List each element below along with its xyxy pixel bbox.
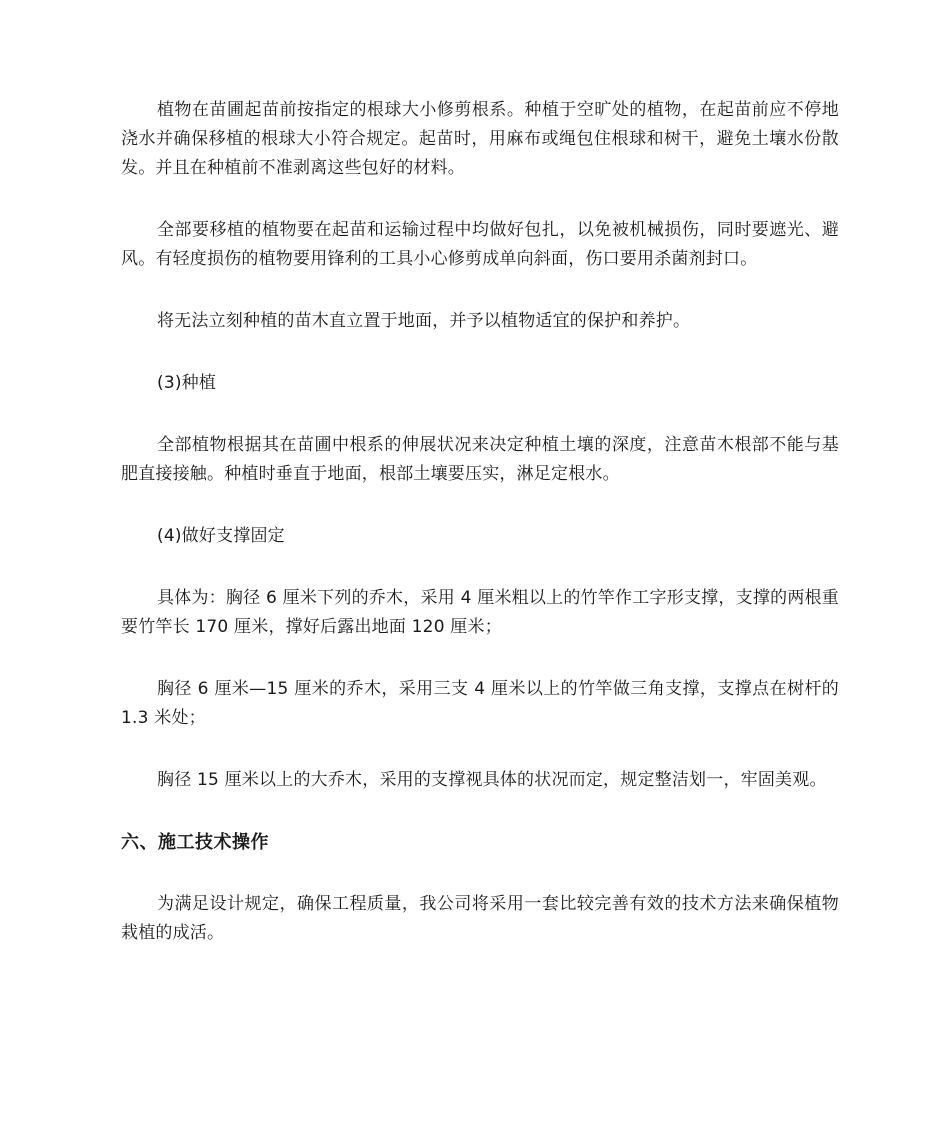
paragraph-support-large-trees: 胸径 15 厘米以上的大乔木，采用的支撑视具体的状况而定，规定整洁划一，牢固美观。 — [157, 770, 827, 790]
paragraph-temporary-storage: 将无法立刻种植的苗木直立置于地面，并予以植物适宜的保护和养护。 — [157, 311, 691, 331]
section-heading: 六、施工技术操作 — [121, 832, 269, 853]
paragraph-wrapping-protection: 全部要移植的植物要在起苗和运输过程中均做好包扎，以免被机械损伤，同时要遮光、避风。有轻度损伤的植物要用锋利的工具小心修剪成单向斜面，伤口要用杀菌剂封口。 — [121, 220, 839, 269]
paragraph-planting-depth: 全部植物根据其在苗圃中根系的伸展状况来决定种植土壤的深度，注意苗木根部不能与基肥直接接触。种植时垂直于地面，根部土壤要压实，淋足定根水。 — [121, 435, 839, 484]
paragraph-root-pruning: 植物在苗圃起苗前按指定的根球大小修剪根系。种植于空旷处的植物，在起苗前应不停地浇水并确保移植的根球大小符合规定。起苗时，用麻布或绳包住根球和树干，避免土壤水份散发。并且在种植前不准剥离这些包好的材料。 — [121, 100, 839, 178]
paragraph-support-medium-trees: 胸径 6 厘米—15 厘米的乔木，采用三支 4 厘米以上的竹竿做三角支撑，支撑点在树杆的 1.3 米处； — [121, 679, 839, 728]
paragraph-closing: 为满足设计规定，确保工程质量，我公司将采用一套比较完善有效的技术方法来确保植物栽植的成活。 — [121, 894, 839, 943]
document-page — [121, 96, 839, 948]
subheading-planting: (3)种植 — [157, 373, 217, 393]
subheading-support: (4)做好支撑固定 — [157, 526, 285, 546]
paragraph-support-small-trees: 具体为：胸径 6 厘米下列的乔木，采用 4 厘米粗以上的竹竿作工字形支撑，支撑的两根重要竹竿长 170 厘米，撑好后露出地面 120 厘米； — [121, 588, 839, 637]
